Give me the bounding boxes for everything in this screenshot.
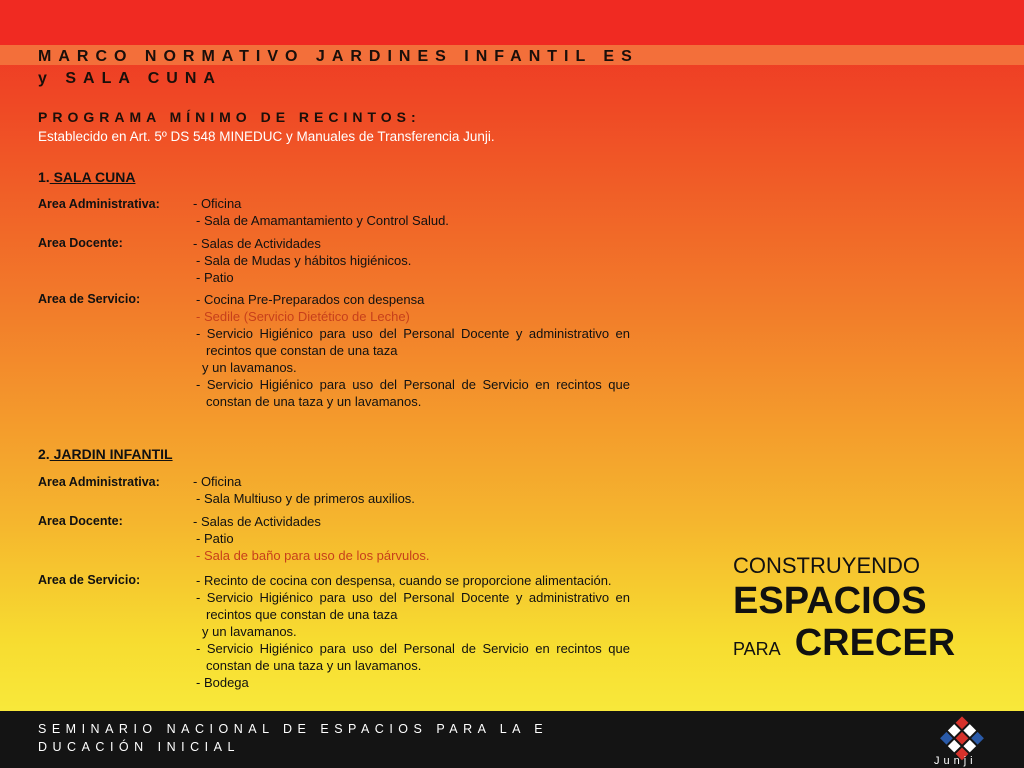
footer-bar	[0, 711, 1024, 768]
list-item: - Cocina Pre-Preparados con despensa	[196, 292, 425, 307]
list-item: - Servicio Higiénico para uso del Personal Docente y administrativo en recintos que constan de una taza	[196, 590, 630, 622]
list-item-highlight: - Sala de baño para uso de los párvulos.	[196, 548, 430, 563]
s2-admin-list	[193, 473, 415, 507]
brand-word-para: PARA	[733, 639, 781, 659]
section2-number: 2.	[38, 446, 50, 462]
s2-docente-list	[193, 513, 429, 564]
s2-docente-label: Area Docente:	[38, 514, 123, 528]
brand-line-1: CONSTRUYENDO	[733, 553, 921, 578]
top-band	[0, 0, 1024, 45]
s1-docente-label: Area Docente:	[38, 236, 123, 250]
list-item: - Servicio Higiénico para uso del Personal Docente y administrativo en recintos que constan de una taza	[196, 326, 630, 358]
brand-line-2: ESPACIOS	[733, 580, 927, 622]
section1-heading	[38, 169, 136, 185]
section2-title: JARDIN INFANTIL	[49, 446, 173, 462]
list-item: - Servicio Higiénico para uso del Personal de Servicio en recintos que constan de una taza y un lavamanos.	[196, 641, 630, 673]
list-item: - Sala Multiuso y de primeros auxilios.	[196, 491, 415, 506]
list-item: - Salas de Actividades	[193, 236, 321, 251]
section2-heading	[38, 446, 173, 462]
list-item: - Oficina	[193, 474, 242, 489]
section1-number: 1.	[38, 169, 50, 185]
list-item: y un lavamanos.	[202, 624, 297, 639]
list-item: - Salas de Actividades	[193, 514, 321, 529]
program-subtitle: PROGRAMA MÍNIMO DE RECINTOS:	[38, 109, 421, 125]
page-title: MARCO NORMATIVO JARDINES INFANTIL ES y SALA CUNA	[38, 48, 639, 87]
list-item: - Sala de Amamantamiento y Control Salud.	[196, 213, 449, 228]
s2-servicio-label: Area de Servicio:	[38, 573, 141, 587]
list-item: - Sala de Mudas y hábitos higiénicos.	[196, 253, 412, 268]
s1-docente-list	[193, 235, 411, 286]
s1-servicio-label: Area de Servicio:	[38, 292, 141, 306]
list-item: - Recinto de cocina con despensa, cuando se proporcione alimentación.	[196, 573, 612, 588]
established-note: Establecido en Art. 5º DS 548 MINEDUC y Manuales de Transferencia Junji.	[38, 129, 495, 144]
brand-line-3	[733, 622, 955, 665]
s2-servicio-list	[196, 572, 630, 691]
list-item-highlight: - Sedile (Servicio Dietético de Leche)	[196, 309, 410, 324]
s2-admin-label: Area Administrativa:	[38, 475, 160, 489]
s1-servicio-list	[196, 291, 630, 410]
s1-admin-label: Area Administrativa:	[38, 197, 160, 211]
list-item: - Oficina	[193, 196, 242, 211]
list-item: - Servicio Higiénico para uso del Personal de Servicio en recintos que constan de una taza y un lavamanos.	[196, 377, 630, 409]
s1-admin-list	[193, 195, 449, 229]
list-item: y un lavamanos.	[202, 360, 297, 375]
list-item: - Patio	[196, 531, 234, 546]
list-item: - Patio	[196, 270, 234, 285]
brand-word-crecer: CRECER	[794, 622, 956, 664]
list-item: - Bodega	[196, 675, 249, 690]
section1-title: SALA CUNA	[49, 169, 136, 185]
junji-logo-text: Junji	[934, 755, 977, 767]
brand-block	[733, 552, 955, 665]
seminar-title: SEMINARIO NACIONAL DE ESPACIOS PARA LA E DUCACIÓN INICIAL	[38, 722, 549, 754]
